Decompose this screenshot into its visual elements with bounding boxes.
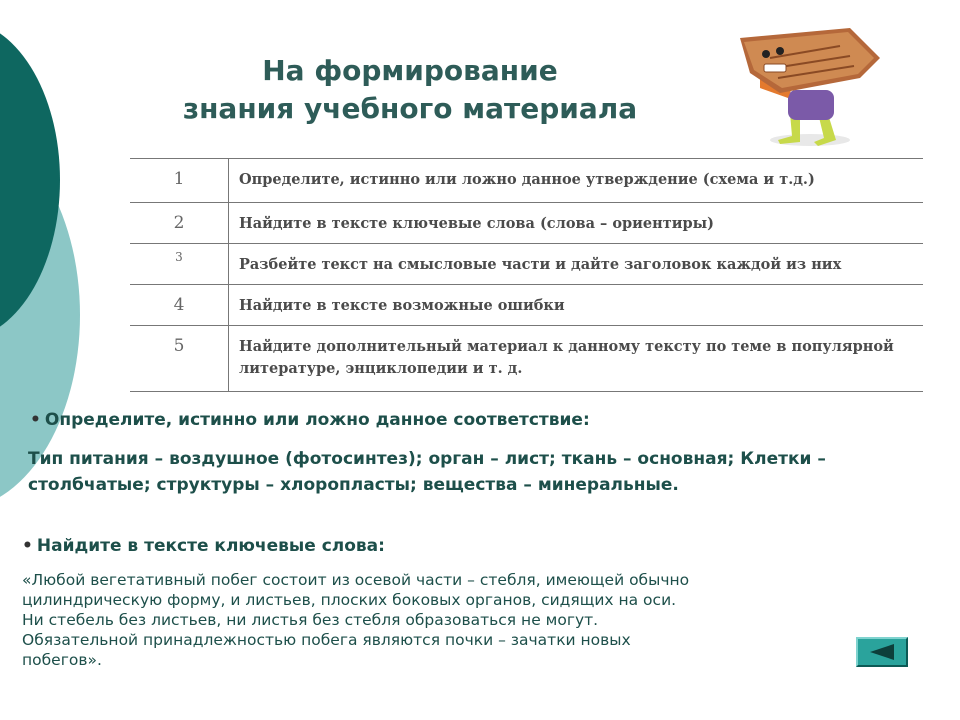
task-text: Найдите в тексте возможные ошибки xyxy=(229,285,924,326)
section1-heading-text: Определите, истинно или ложно данное соответствие: xyxy=(44,410,590,430)
quote-line: цилиндрическую форму, и листьев, плоских боковых органов, сидящих на оси. xyxy=(22,591,677,609)
table-row xyxy=(130,285,923,326)
task-number: 3 xyxy=(130,244,229,285)
task-number: 1 xyxy=(130,159,229,203)
section2-quote xyxy=(22,570,922,670)
section2-heading xyxy=(22,536,385,556)
quote-line: побегов». xyxy=(22,651,102,669)
section1-body: Тип питания – воздушное (фотосинтез); орган – лист; ткань – основная; Клетки – столбчатые; структуры – хлоропласты; вещества – минеральные. xyxy=(28,449,826,495)
back-button[interactable] xyxy=(856,637,908,667)
quote-line: «Любой вегетативный побег состоит из осевой части – стебля, имеющей обычно xyxy=(22,571,690,589)
task-text: Найдите дополнительный материал к данному тексту по теме в популярной литературе, энциклопедии и т. д. xyxy=(229,326,924,392)
section1-heading xyxy=(30,410,590,430)
task-number: 5 xyxy=(130,326,229,392)
book-character-illustration xyxy=(730,18,890,148)
task-number: 4 xyxy=(130,285,229,326)
section2-heading-text: Найдите в тексте ключевые слова: xyxy=(36,536,385,556)
task-text: Определите, истинно или ложно данное утверждение (схема и т.д.) xyxy=(229,159,924,203)
task-number: 2 xyxy=(130,203,229,244)
bullet-icon: • xyxy=(22,536,33,556)
quote-line: Ни стебель без листьев, ни листья без стебля образоваться не могут. xyxy=(22,611,599,629)
quote-line: Обязательной принадлежностью побега являются почки – зачатки новых xyxy=(22,631,631,649)
task-text: Разбейте текст на смысловые части и дайте заголовок каждой из них xyxy=(229,244,924,285)
task-text: Найдите в тексте ключевые слова (слова – ориентиры) xyxy=(229,203,924,244)
table-row xyxy=(130,244,923,285)
table-row xyxy=(130,203,923,244)
tasks-table xyxy=(130,158,923,392)
back-arrow-icon xyxy=(870,644,894,660)
slide-title-line2: знания учебного материала xyxy=(182,92,638,125)
table-row xyxy=(130,159,923,203)
bullet-icon: • xyxy=(30,410,41,430)
slide-title xyxy=(130,52,690,128)
slide-title-line1: На формирование xyxy=(262,54,558,87)
table-row xyxy=(130,326,923,392)
